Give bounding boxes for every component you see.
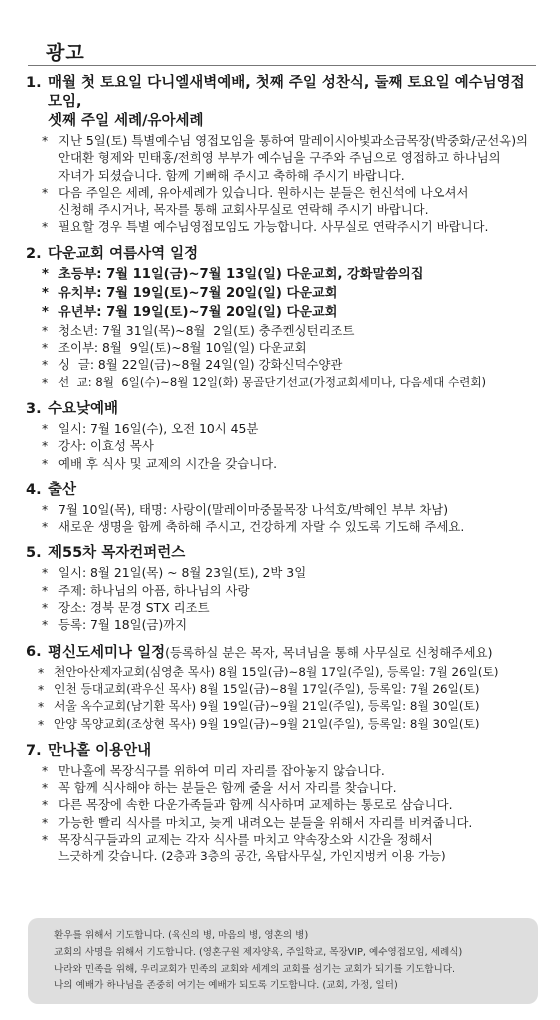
list-item: * 안양 목양교회(조상현 목사) 9월 19일(금)~9월 21일(주일), 등록일: 8월 30일(토): [26, 716, 536, 733]
page-title: 광고: [46, 42, 85, 64]
bullet-star-icon: *: [38, 699, 45, 715]
announcement-list: [26, 74, 536, 875]
list-item: * 지난 5일(토) 특별예수님 영접모임을 통하여 말레이시아빛과소금목장(박중화/군선옥)의: [26, 132, 536, 149]
bullet-star-icon: *: [42, 133, 49, 148]
section-title: 수요낮예배: [48, 400, 119, 417]
list-item: * 선 교: 8월 6일(수)~8월 12일(화) 몽골단기선교(가정교회세미나, 다음세대 수련회): [26, 374, 536, 391]
bullet-star-icon: *: [42, 762, 49, 778]
prayer-line: 나라와 민족을 위해, 우리교회가 민족의 교회와 세계의 교회를 섬기는 교회가 되기를 기도합니다.: [54, 963, 456, 975]
list-item: * 필요할 경우 특별 예수님영접모임도 가능합니다. 사무실로 연락주시기 바랍니다.: [26, 218, 536, 235]
bullet-star-icon: *: [38, 664, 45, 680]
list-item: * 유년부: 7월 19일(토)~7월 20일(일) 다운교회: [26, 303, 536, 322]
list-item: * 목장식구들과의 교제는 각자 식사를 마치고 약속장소와 시간을 정해서: [26, 831, 536, 848]
bullet-star-icon: *: [42, 832, 49, 848]
bullet-star-icon: *: [42, 565, 49, 581]
bullet-star-icon: *: [42, 519, 49, 535]
list-item-continuation: 자녀가 되셨습니다. 함께 기뻐해 주시고 축하해 주시기 바랍니다.: [58, 167, 405, 183]
bullet-star-icon: *: [42, 617, 49, 633]
list-item: * 다른 목장에 속한 다운가족들과 함께 식사하며 교제하는 통로로 삼습니다.: [26, 796, 536, 813]
section-number: 3.: [26, 400, 42, 417]
list-item: * 주제: 하나님의 아픔, 하나님의 사랑: [26, 582, 536, 599]
bullet-star-icon: *: [42, 184, 49, 200]
section-monthly-events: [26, 74, 536, 236]
section-title: 제55차 목자컨퍼런스: [48, 545, 186, 562]
bullet-star-icon: *: [42, 501, 49, 517]
list-item: * 7월 10일(목), 태명: 사랑이(말레이마중물목장 나석호/박혜인 부부 차남): [26, 501, 536, 518]
section-subtitle: (등록하실 분은 목자, 목녀님을 통해 사무실로 신청해주세요): [165, 644, 493, 660]
list-item: * 청소년: 7월 31일(목)~8월 2일(토) 충주켄싱턴리조트: [26, 322, 536, 339]
bullet-star-icon: *: [42, 322, 49, 338]
prayer-line: 나의 예배가 하나님을 존중히 여기는 예배가 되도록 기도합니다. (교회, 가정, 일터): [54, 980, 398, 992]
bullet-star-icon: *: [42, 780, 49, 796]
list-item-continuation: 느긋하게 갖습니다. (2층과 3층의 공간, 옥탑사무실, 가인지벙커 이용 가능): [58, 849, 446, 864]
list-item: * 다음 주일은 세례, 유아세례가 있습니다. 원하시는 분들은 헌신석에 나오셔서: [26, 184, 536, 201]
section-number: 2.: [26, 245, 42, 262]
section-title: [48, 74, 536, 131]
bullet-star-icon: *: [42, 266, 49, 282]
section-number: 7.: [26, 742, 42, 759]
bullet-star-icon: *: [42, 582, 49, 598]
section-number: 5.: [26, 545, 42, 562]
list-item: * 초등부: 7월 11일(금)~7월 13일(일) 다운교회, 강화말씀의집: [26, 265, 536, 284]
section-manna-hall: [26, 742, 536, 866]
bullet-star-icon: *: [42, 304, 49, 320]
list-item: * 예배 후 식사 및 교제의 시간을 갖습니다.: [26, 455, 536, 472]
list-item: * 등록: 7월 18일(금)까지: [26, 616, 536, 633]
section-shepherd-conference: [26, 544, 536, 633]
bullet-star-icon: *: [42, 340, 49, 356]
list-item: * 싱 글: 8월 22일(금)~8월 24일(일) 강화신덕수양관: [26, 356, 536, 373]
bullet-star-icon: *: [42, 600, 49, 616]
prayer-box: [28, 918, 538, 1004]
list-item: * 강사: 이효성 목사: [26, 437, 536, 454]
bullet-star-icon: *: [42, 219, 49, 235]
section-title-line: 셋째 주일 세례/유아세례: [48, 113, 204, 129]
list-item: * 일시: 8월 21일(목) ~ 8월 23일(토), 2박 3일: [26, 564, 536, 581]
bullet-star-icon: *: [38, 681, 45, 697]
section-title: 다운교회 여름사역 일정: [48, 245, 199, 262]
section-birth: [26, 481, 536, 536]
bullet-star-icon: *: [42, 455, 49, 471]
title-divider: [28, 65, 536, 66]
bullet-star-icon: *: [42, 420, 49, 436]
bullet-star-icon: *: [42, 357, 49, 373]
list-item: * 천안아산제자교회(심영춘 목사) 8월 15일(금)~8월 17일(주일), 등록일: 7월 26일(토): [26, 664, 536, 681]
section-wednesday-service: [26, 400, 536, 472]
prayer-line: 교회의 사명을 위해서 기도합니다. (영혼구원 제자양육, 주일학교, 목장VIP, 예수영접모임, 세례식): [54, 946, 463, 958]
bullet-star-icon: *: [42, 438, 49, 454]
section-title: 출산: [48, 481, 77, 498]
list-item: * 인천 등대교회(곽우신 목사) 8월 15일(금)~8월 17일(주일), 등록일: 7월 26일(토): [26, 681, 536, 698]
list-item: * 꼭 함께 식사해야 하는 분들은 함께 줄을 서서 자리를 찾습니다.: [26, 779, 536, 796]
bullet-star-icon: *: [42, 797, 49, 813]
bullet-star-icon: *: [42, 814, 49, 830]
list-item: * 조이부: 8월 9일(토)~8월 10일(일) 다운교회: [26, 339, 536, 356]
bullet-star-icon: *: [42, 285, 49, 301]
section-number: 6.: [26, 643, 42, 660]
section-title: 만나홀 이용안내: [48, 742, 152, 759]
list-item: * 유치부: 7월 19일(토)~7월 20일(일) 다운교회: [26, 284, 536, 303]
section-number: 4.: [26, 481, 42, 498]
list-item: * 일시: 7월 16일(수), 오전 10시 45분: [26, 420, 536, 437]
list-item: * 장소: 경북 문경 STX 리조트: [26, 599, 536, 616]
section-number: 1.: [26, 75, 42, 91]
list-item: * 가능한 빨리 식사를 마치고, 늦게 내려오는 분들을 위해서 자리를 비켜줍니다.: [26, 814, 536, 831]
bullet-star-icon: *: [38, 716, 45, 732]
list-item-continuation: 안대환 형제와 민태홍/전희영 부부가 예수님을 구주와 주님으로 영접하고 하나님의: [58, 150, 501, 166]
section-lay-seminar: [26, 643, 536, 733]
list-item: * 서울 옥수교회(남기환 목사) 9월 19일(금)~9월 21일(주일), 등록일: 8월 30일(토): [26, 698, 536, 715]
section-summer-ministry: [26, 245, 536, 391]
list-item: * 만나홀에 목장식구를 위하여 미리 자리를 잡아놓지 않습니다.: [26, 762, 536, 779]
section-title-line: 매월 첫 토요일 다니엘새벽예배, 첫째 주일 성찬식, 둘째 토요일 예수님영접모임,: [48, 75, 525, 110]
list-item-continuation: 신청해 주시거나, 목자를 통해 교회사무실로 연락해 주시기 바랍니다.: [58, 202, 429, 218]
bullet-star-icon: *: [42, 374, 49, 390]
prayer-line: 환우를 위해서 기도합니다. (육신의 병, 마음의 병, 영혼의 병): [54, 930, 309, 941]
list-item: * 새로운 생명을 함께 축하해 주시고, 건강하게 자랄 수 있도록 기도해 주세요.: [26, 518, 536, 535]
section-title: 평신도세미나 일정(등록하실 분은 목자, 목녀님을 통해 사무실로 신청해주세요): [48, 644, 493, 661]
